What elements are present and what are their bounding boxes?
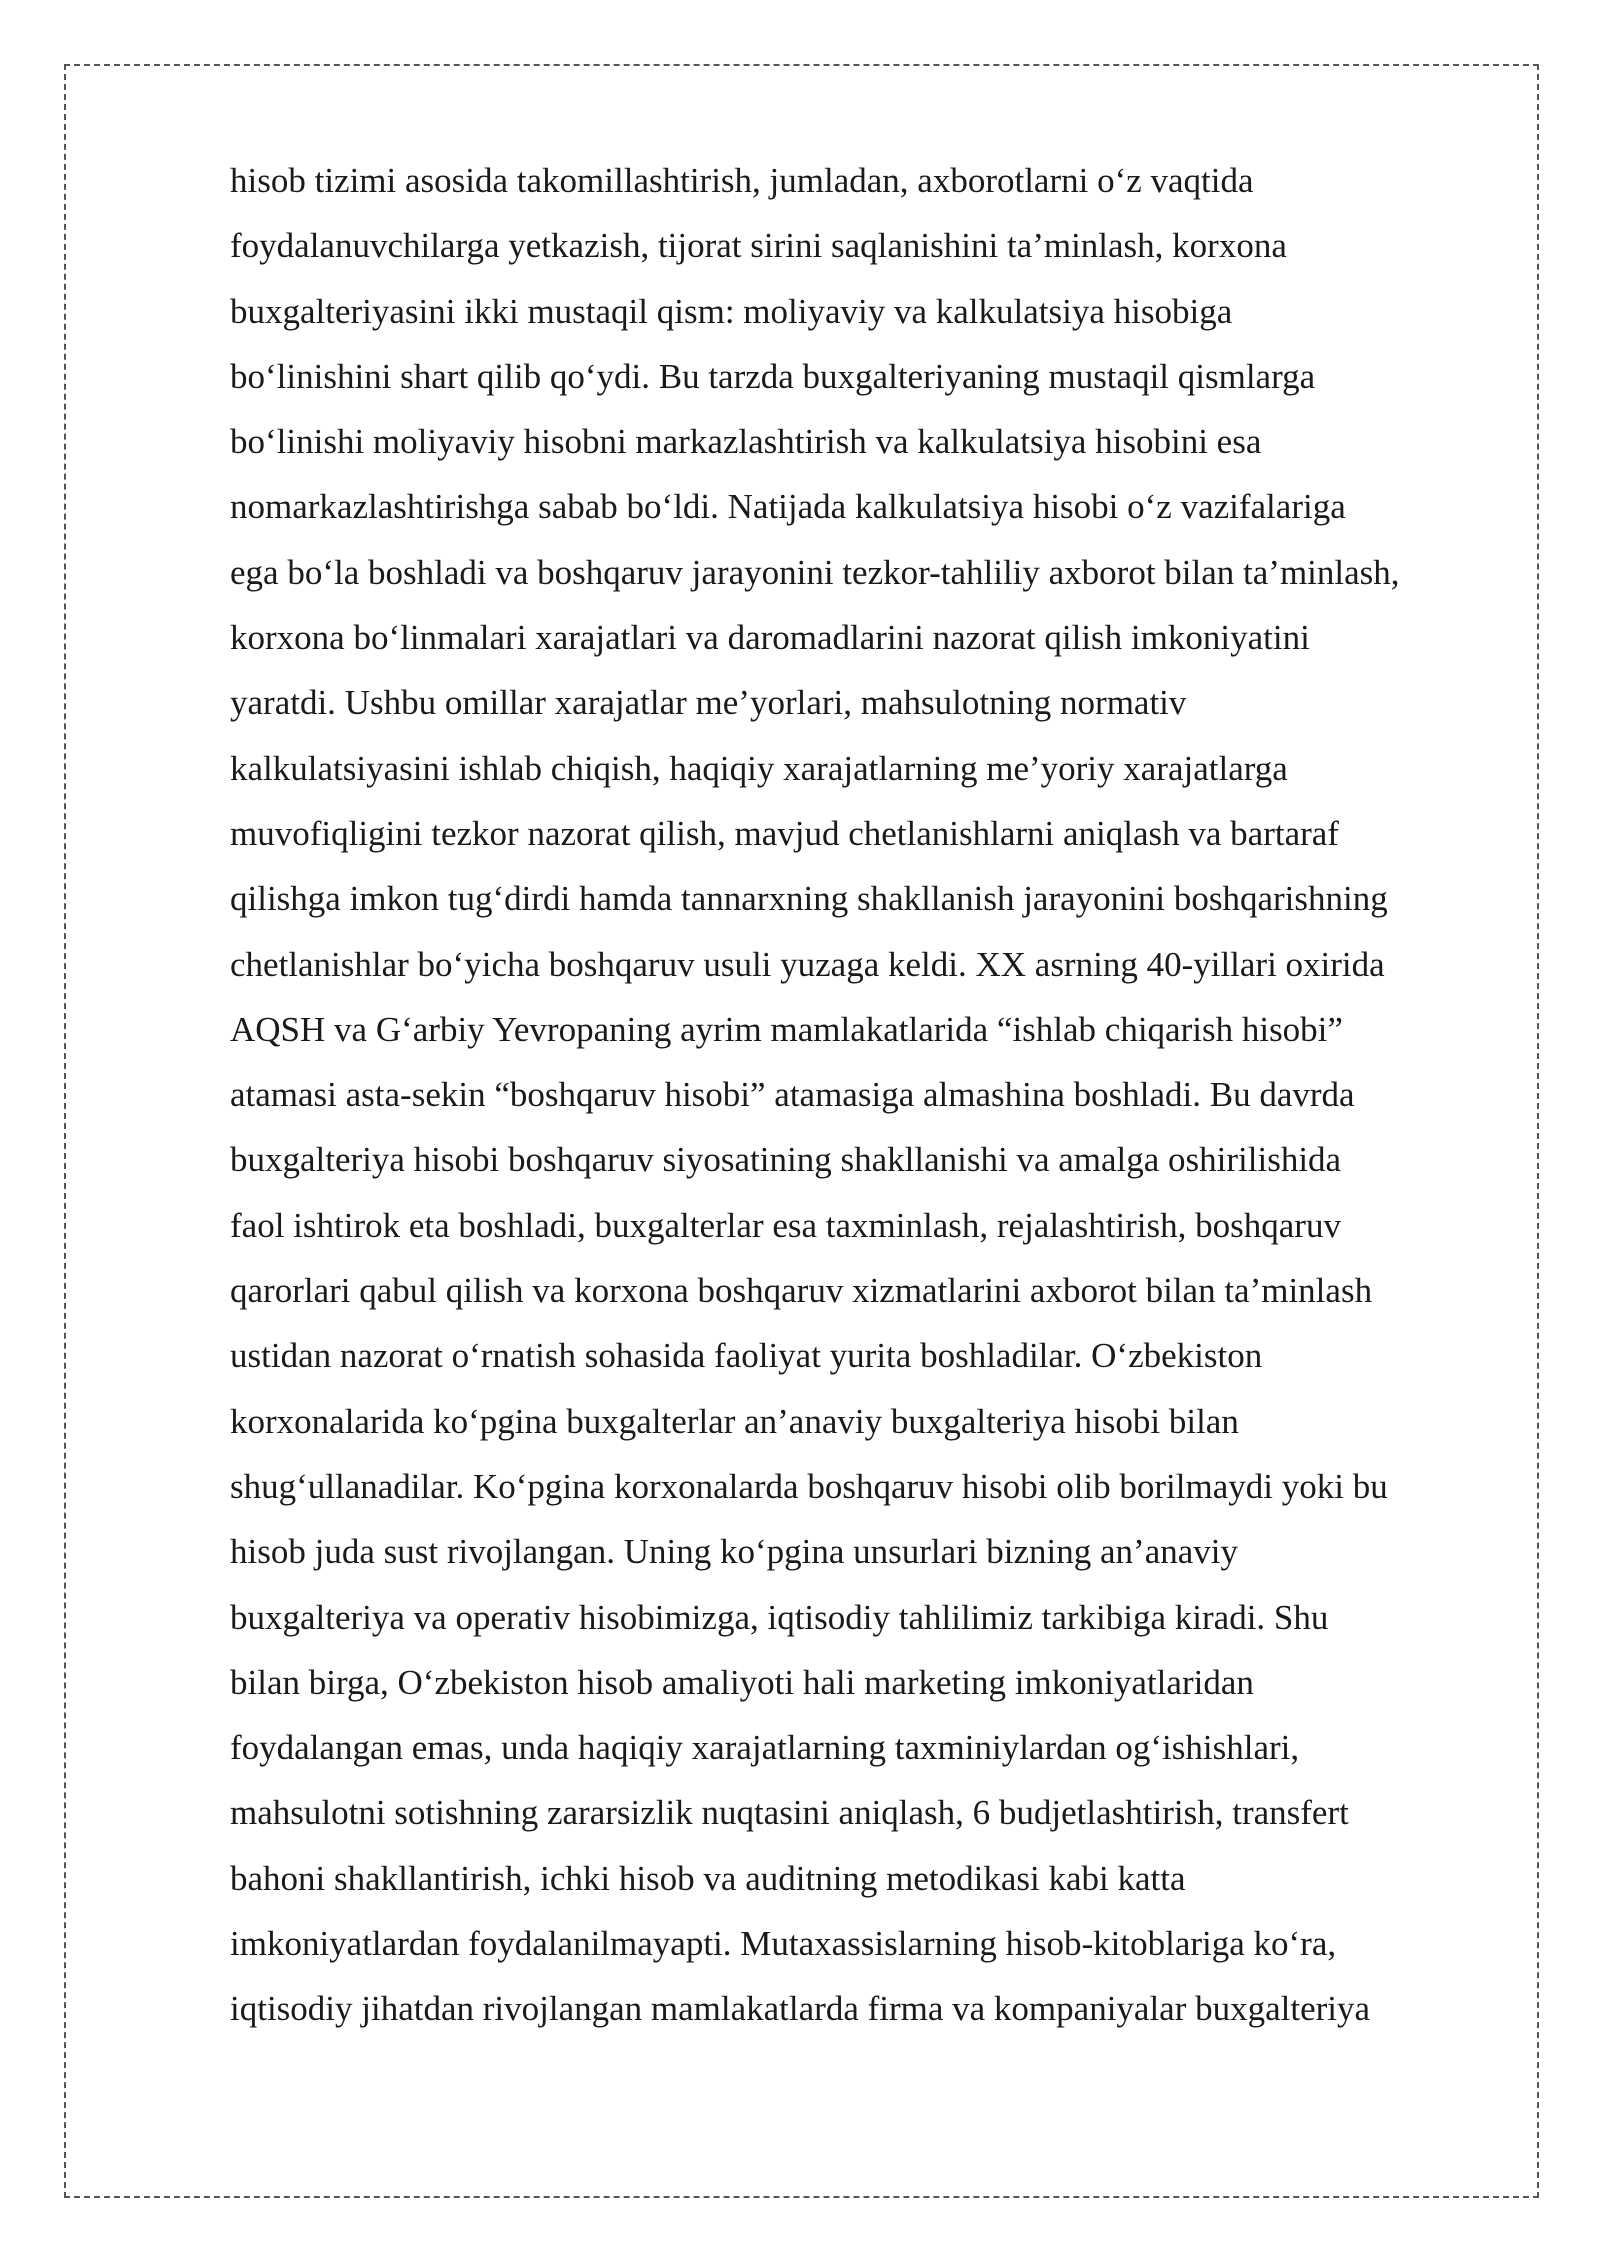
text-line: bahoni shakllantirish, ichki hisob va auditning metodikasi kabi katta [230,1858,1186,1898]
text-line: korxona bo‘linmalari xarajatlari va daromadlarini nazorat qilish imkoniyatini [230,618,1310,658]
text-line: qilishga imkon tug‘dirdi hamda tannarxning shakllanish jarayonini boshqarishning [230,879,1388,919]
text-line: muvofiqligini tezkor nazorat qilish, mavjud chetlanishlarni aniqlash va bartaraf [230,813,1339,853]
text-line: ega bo‘la boshladi va boshqaruv jarayonini tezkor-tahliliy axborot bilan ta’minlash, [230,552,1400,592]
text-line: buxgalteriya va operativ hisobimizga, iqtisodiy tahlilimiz tarkibiga kiradi. Shu [230,1597,1329,1637]
text-line: kalkulatsiyasini ishlab chiqish, haqiqiy xarajatlarning me’yoriy xarajatlarga [230,748,1288,788]
text-line: iqtisodiy jihatdan rivojlangan mamlakatlarda firma va kompaniyalar buxgalteriya [230,1989,1371,2029]
text-line: qarorlari qabul qilish va korxona boshqaruv xizmatlarini axborot bilan ta’minlash [230,1271,1373,1311]
text-line: faol ishtirok eta boshladi, buxgalterlar esa taxminlash, rejalashtirish, boshqaruv [230,1205,1341,1245]
text-line: buxgalteriyasini ikki mustaqil qism: moliyaviy va kalkulatsiya hisobiga [230,291,1233,331]
text-line: imkoniyatlardan foydalanilmayapti. Mutaxassislarning hisob-kitoblariga ko‘ra, [230,1924,1337,1964]
text-line: bilan birga, O‘zbekiston hisob amaliyoti hali marketing imkoniyatlaridan [230,1662,1254,1702]
text-line: hisob tizimi asosida takomillashtirish, jumladan, axborotlarni o‘z vaqtida [230,161,1254,200]
text-line: shug‘ullanadilar. Ko‘pgina korxonalarda boshqaruv hisobi olib borilmaydi yoki bu [230,1466,1388,1506]
text-line: mahsulotni sotishning zararsizlik nuqtasini aniqlash, 6 budjetlashtirish, transfert [230,1793,1349,1833]
text-line: korxonalarida ko‘pgina buxgalterlar an’anaviy buxgalteriya hisobi bilan [230,1401,1239,1441]
body-text [230,148,1520,2042]
text-line: atamasi asta-sekin “boshqaruv hisobi” atamasiga almashina boshladi. Bu davrda [230,1075,1355,1115]
text-line: AQSH va G‘arbiy Yevropaning ayrim mamlakatlarida “ishlab chiqarish hisobi” [230,1009,1343,1049]
text-line: foydalanuvchilarga yetkazish, tijorat sirini saqlanishini ta’minlash, korxona [230,226,1287,266]
text-line: bo‘linishi moliyaviy hisobni markazlashtirish va kalkulatsiya hisobini esa [230,422,1262,462]
text-line: foydalangan emas, unda haqiqiy xarajatlarning taxminiylardan og‘ishishlari, [230,1728,1300,1768]
text-line: bo‘linishini shart qilib qo‘ydi. Bu tarzda buxgalteriyaning mustaqil qismlarga [230,356,1316,396]
text-line: yaratdi. Ushbu omillar xarajatlar me’yorlari, mahsulotning normativ [230,683,1187,723]
text-line: chetlanishlar bo‘yicha boshqaruv usuli yuzaga keldi. XX asrning 40-yillari oxirida [230,944,1385,984]
text-line: buxgalteriya hisobi boshqaruv siyosatining shakllanishi va amalga oshirilishida [230,1140,1342,1180]
text-line: nomarkazlashtirishga sabab bo‘ldi. Natijada kalkulatsiya hisobi o‘z vazifalariga [230,487,1346,527]
text-line: hisob juda sust rivojlangan. Uning ko‘pgina unsurlari bizning an’anaviy [230,1532,1239,1572]
text-line: ustidan nazorat o‘rnatish sohasida faoliyat yurita boshladilar. O‘zbekiston [230,1336,1263,1376]
